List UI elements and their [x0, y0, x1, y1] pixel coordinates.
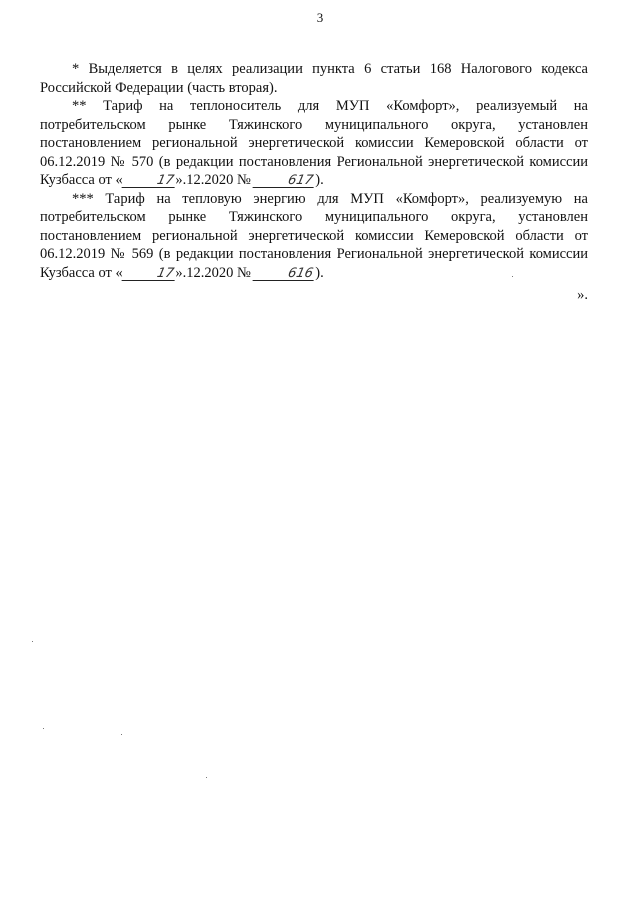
footnote-3-after: ). — [315, 264, 324, 281]
handwritten-day: 17 — [121, 267, 177, 281]
footnote-2 — [40, 97, 588, 190]
footnote-2-after: ). — [315, 172, 324, 188]
footnote-2-middle: ».12.2020 № — [175, 172, 251, 188]
handwritten-number: 616 — [253, 267, 317, 281]
scan-speck — [206, 777, 207, 778]
handwritten-day: 17 — [121, 174, 177, 188]
footnote-3 — [40, 190, 588, 283]
footnote-3-middle: ».12.2020 № — [175, 264, 251, 281]
page-number: 3 — [316, 10, 324, 25]
scan-speck — [512, 276, 513, 277]
footnote-3-text: *** Тариф на тепловую энергию для МУП «Комфорт», реализуемую на потребительском рынке Тяжинского муниципального округа, установлен постановлением региональной энергетической комиссии Кемеровской области от 06.12.2019 № 569 (в редакции постановления Региональной энергетической комиссии Кузбасса от « — [40, 190, 588, 281]
footnote-1-text: * Выделяется в целях реализации пункта 6 статьи 168 Налогового кодекса Российской Федерации (часть вторая). — [40, 61, 588, 96]
scan-speck — [43, 728, 44, 729]
scan-speck — [32, 641, 33, 642]
footnote-1 — [40, 60, 588, 97]
scan-speck — [121, 734, 122, 735]
footnotes-block — [40, 60, 588, 305]
closing-quote: ». — [577, 287, 588, 303]
handwritten-number: 617 — [253, 174, 317, 188]
footnote-2-text: ** Тариф на теплоноситель для МУП «Комфорт», реализуемый на потребительском рынке Тяжинского муниципального округа, установлен постановлением региональной энергетической комиссии Кемеровской области от 06.12.2019 № 570 (в редакции постановления Региональной энергетической комиссии Кузбасса от « — [40, 98, 588, 188]
